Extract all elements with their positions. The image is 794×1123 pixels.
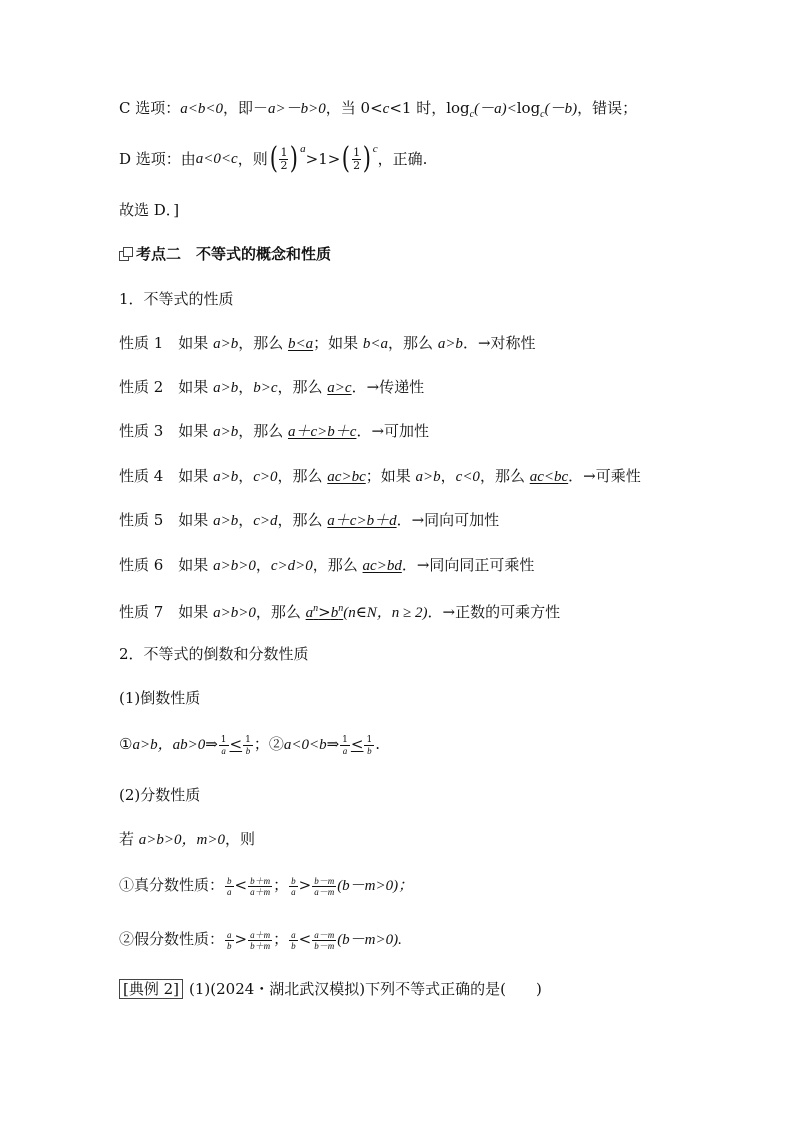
property-3: 性质 3 如果 a>b，那么 a＋c>b＋c．→可加性 (119, 422, 430, 440)
example-tag: [典例 2] (119, 979, 183, 999)
property-2: 性质 2 如果 a>b，b>c，那么 a>c．→传递性 (119, 378, 425, 396)
section-icon (119, 247, 132, 260)
half-fraction: 1 2 (280, 145, 288, 172)
section-title: 考点二 不等式的概念和性质 (119, 243, 331, 265)
property-7: 性质 7 如果 a>b>0，那么 $a^n>b^n(n\in N$，n ≥ 2)．→正数的可乘方性 (119, 603, 561, 621)
improper-fraction-property: ②假分数性质： $\frac{a}{b}$ > $\frac{a+m}{b+m}$ ； $\frac{a}{b}$ < $\frac{a-m}{b-m}$ (b－m>0). (119, 929, 402, 951)
choose-answer: 故选 D．] (119, 201, 180, 219)
d-option-line: D 选项：由 a<0<c ，则 ( 1 2 ) a >1> ( 1 2 ) c ，正确. (119, 141, 428, 176)
half-fraction: 1 2 (353, 145, 361, 172)
property-6: 性质 6 如果 a>b>0，c>d>0，那么 ac>bd．→同向同正可乘性 (119, 556, 535, 574)
fraction-title: (2)分数性质 (119, 786, 201, 804)
subheading-properties: 1．不等式的性质 (119, 290, 234, 308)
example-2: [典例 2] (1)(2024・湖北武汉模拟)下列不等式正确的是( ) (119, 978, 542, 1000)
subheading-reciprocal-fraction: 2．不等式的倒数和分数性质 (119, 645, 309, 663)
property-4: 性质 4 如果 a>b，c>0，那么 ac>bc；如果 a>b，c<0，那么 ac<bc．→可乘性 (119, 467, 641, 485)
fraction-condition: 若 a>b>0，m>0，则 (119, 830, 255, 848)
reciprocal-title: (1)倒数性质 (119, 689, 201, 707)
reciprocal-property: ①a>b，ab>0⇒ $\frac{1}{a}$ < $\frac{1}{b}$ ；②a<0<b⇒ $\frac{1}{a}$ < $\frac{1}{b}$ . (119, 734, 380, 756)
proper-fraction-property: ①真分数性质： $\frac{b}{a}$ < $\frac{b+m}{a+m}$ ； $\frac{b}{a}$ > $\frac{b-m}{a-m}$ (b－m>0)； (119, 875, 414, 897)
property-5: 性质 5 如果 a>b，c>d，那么 a＋c>b＋d．→同向可加性 (119, 511, 500, 529)
property-1: 性质 1 如果 a>b，那么 b<a；如果 b<a，那么 a>b．→对称性 (119, 334, 536, 352)
c-option-line: C 选项：a<b<0，即－a>－b>0，当 0<c<1 时，$\log_c(-a)<\log_c(-b)$，错误； (119, 99, 638, 120)
